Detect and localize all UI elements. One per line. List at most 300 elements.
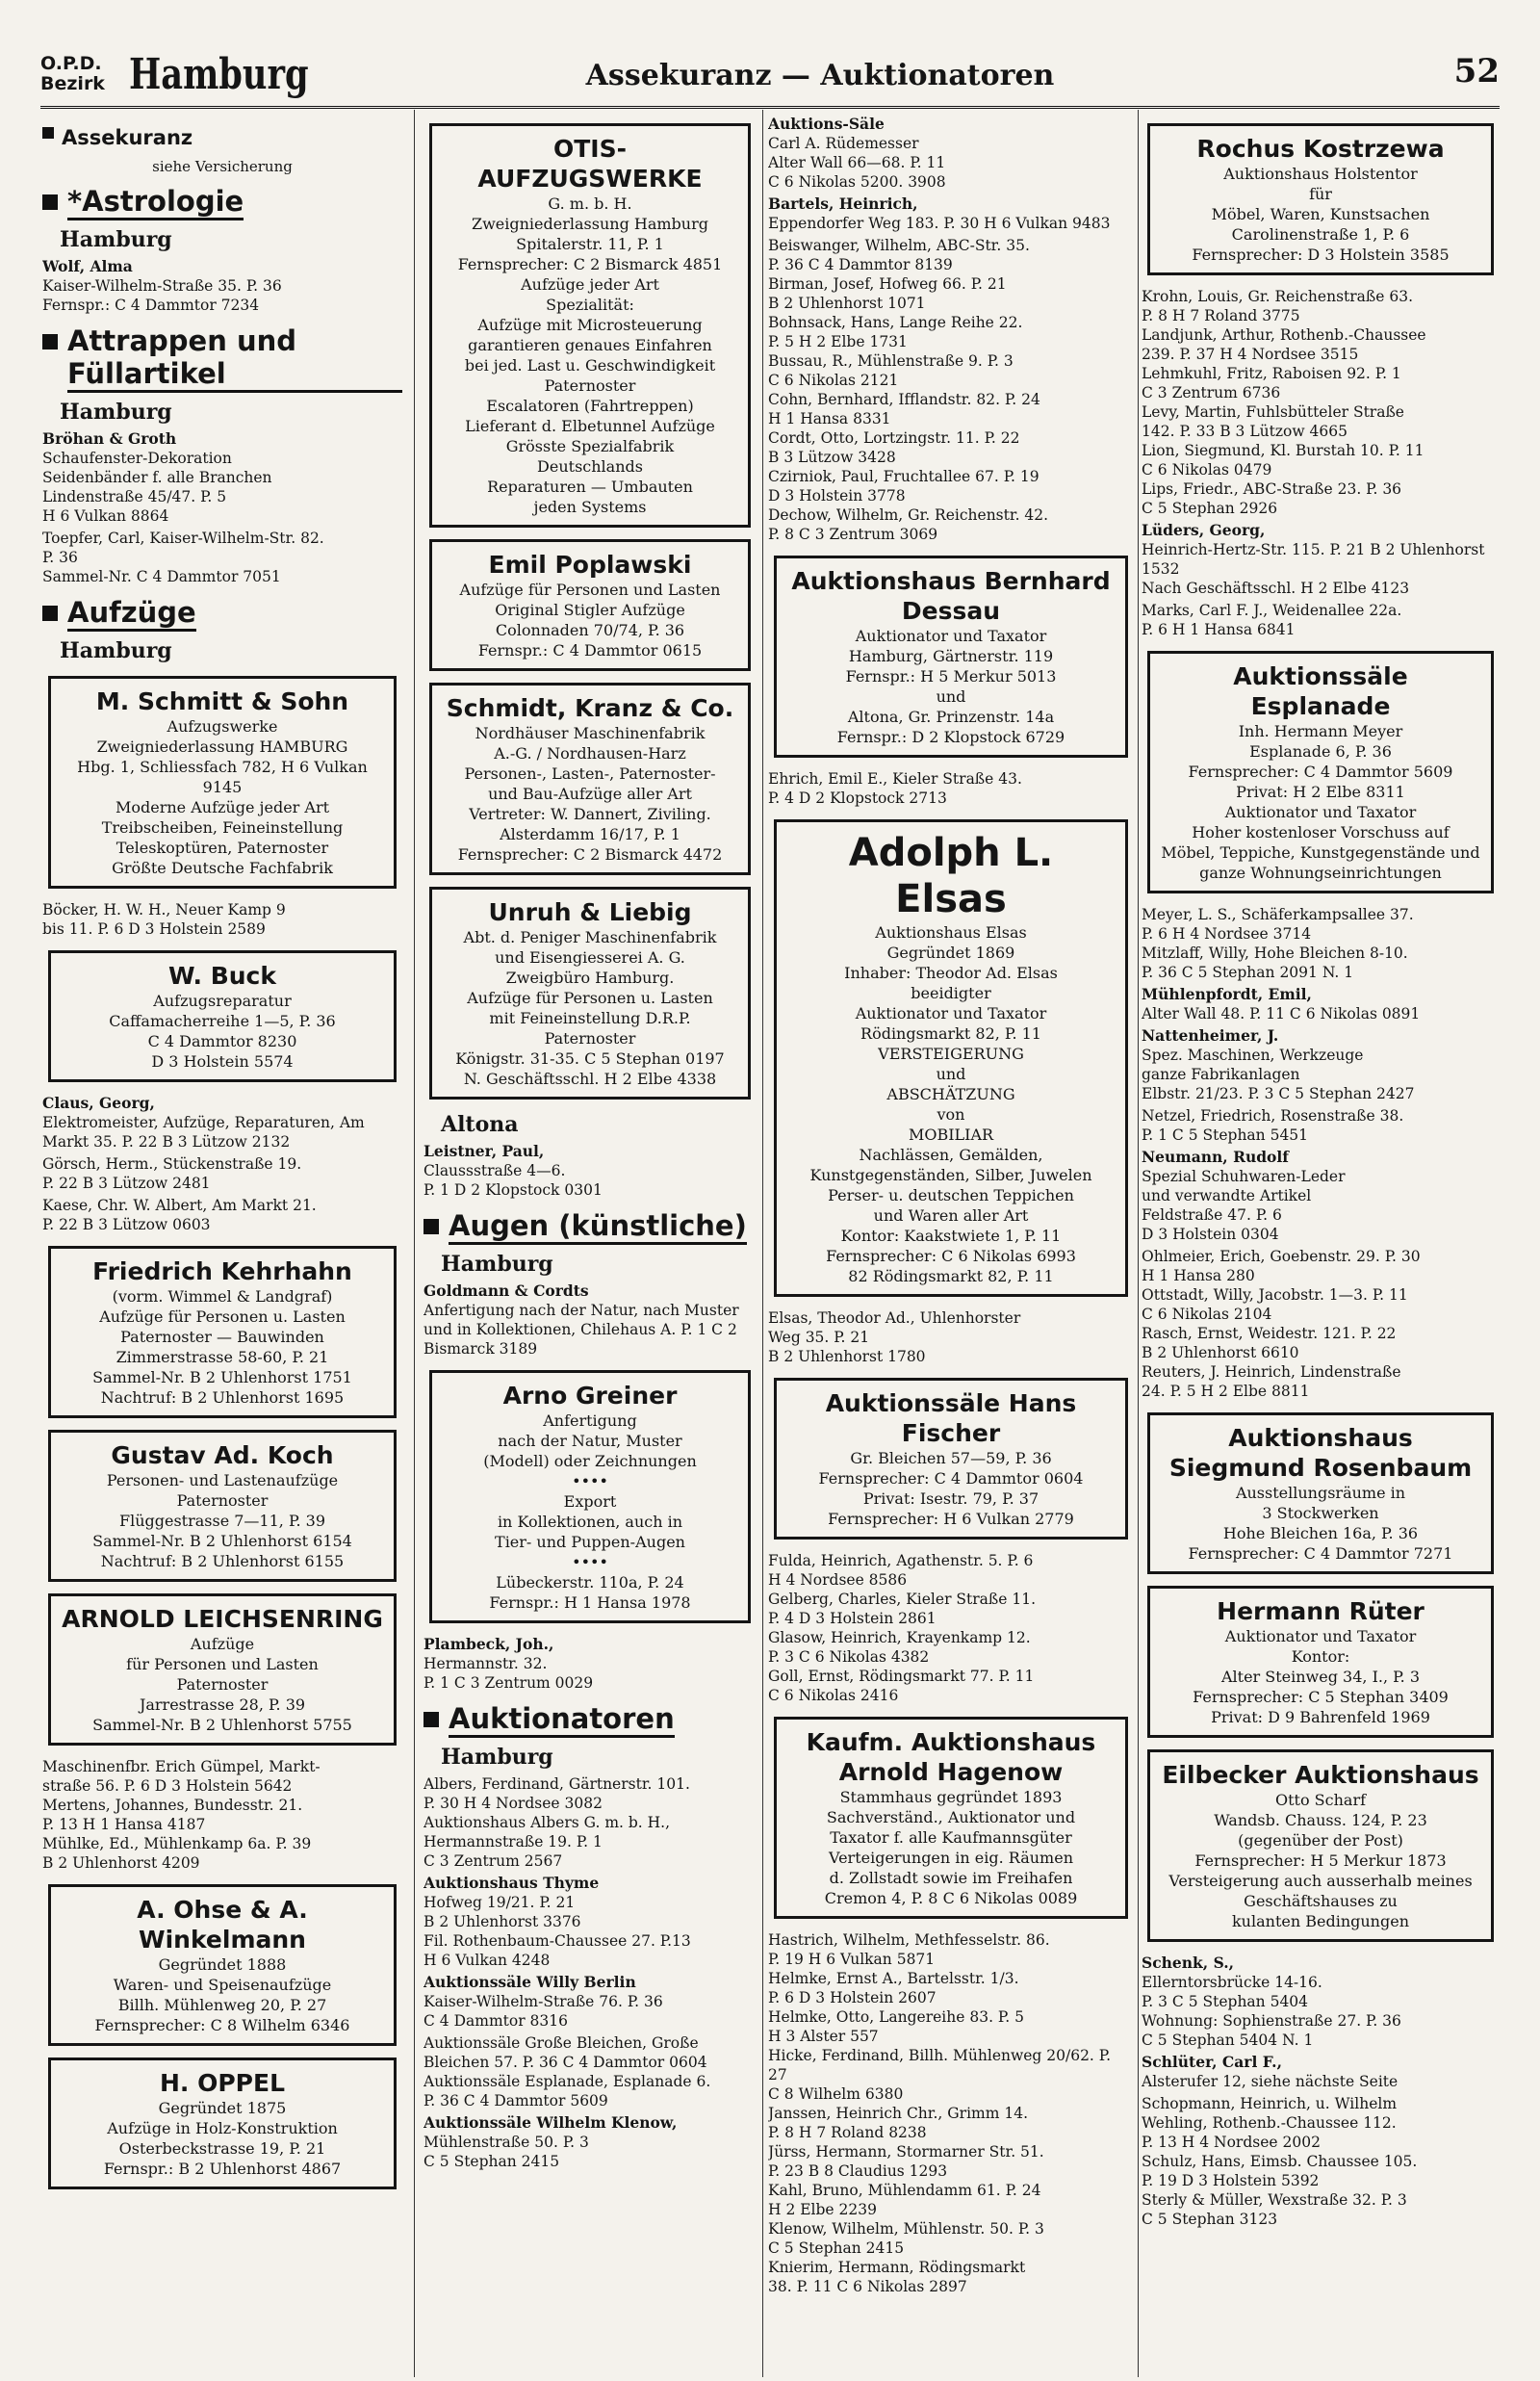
ad-line: Paternoster — Bauwinden [120, 1328, 324, 1346]
entry-line: Mühlke, Ed., Mühlenkamp 6a. P. 39 [42, 1835, 312, 1852]
ad-line: Alsterdamm 16/17, P. 1 [500, 825, 680, 843]
ad-line: Größte Deutsche Fachfabrik [112, 859, 333, 877]
entry-name: Auktionshaus Thyme [424, 1874, 600, 1892]
entry-name: Auktionssäle Willy Berlin [424, 1973, 636, 1991]
ad-line: VERSTEIGERUNG [878, 1045, 1024, 1063]
entry-line: Glasow, Heinrich, Krayenkamp 12. [768, 1629, 1031, 1646]
entry-line: Seidenbänder f. alle Branchen [42, 469, 272, 486]
ad-line: Aufzüge in Holz-Konstruktion [107, 2119, 338, 2137]
advertisement-box [774, 1717, 1128, 1919]
entry-line: Sammel-Nr. C 4 Dammtor 7051 [42, 568, 281, 585]
ad-line: Aufzüge für Personen u. Lasten [99, 1307, 346, 1326]
entry-line: 38. P. 11 C 6 Nikolas 2897 [768, 2278, 967, 2295]
entry-line: Elsas, Theodor Ad., Uhlenhorster [768, 1309, 1021, 1327]
listing-entry [424, 1774, 757, 1871]
entry-line: C 4 Dammtor 8316 [424, 2012, 568, 2030]
listing-entry [42, 1094, 402, 1152]
ad-line: Gegründet 1869 [886, 944, 1015, 962]
advertisement-box [774, 819, 1128, 1297]
entry-line: B 2 Uhlenhorst 1780 [768, 1348, 926, 1365]
ad-line: Möbel, Waren, Kunstsachen [1211, 205, 1430, 223]
ad-line: Fernsprecher: C 6 Nikolas 6993 [826, 1247, 1076, 1265]
section-marker-icon [42, 127, 54, 139]
entry-line: Meyer, L. S., Schäferkampsallee 37. [1142, 906, 1414, 923]
entry-line: Janssen, Heinrich Chr., Grimm 14. [768, 2105, 1028, 2122]
ad-line: Fernsprecher: H 5 Merkur 1873 [1194, 1851, 1447, 1870]
ad-line: Otto Scharf [1274, 1791, 1367, 1809]
entry-line: P. 3 C 6 Nikolas 4382 [768, 1648, 930, 1666]
entry-name: Neumann, Rudolf [1142, 1148, 1289, 1166]
ad-line: Perser- u. deutschen Teppichen [828, 1186, 1074, 1204]
listing-entry [424, 1874, 757, 1970]
entry-line: P. 5 H 2 Elbe 1731 [768, 333, 908, 350]
column-4 [1142, 112, 1500, 2379]
advertisement-box [1147, 1749, 1494, 1942]
entry-line: Wohnung: Sophienstraße 27. P. 36 [1142, 2012, 1401, 2030]
entry-name: Auktionssäle Wilhelm Klenow, [424, 2113, 678, 2132]
ad-title: ARNOLD LEICHSENRING [62, 1605, 383, 1633]
section-heading [424, 1702, 757, 1738]
ad-line: Vertreter: W. Dannert, Ziviling. [469, 805, 711, 823]
entry-line: 239. P. 37 H 4 Nordsee 3515 [1142, 346, 1359, 363]
entry-line: P. 13 H 1 Hansa 4187 [42, 1816, 206, 1833]
listing-entry [42, 1154, 402, 1193]
entry-name: Goldmann & Cordts [424, 1281, 589, 1300]
ad-line: G. m. b. H. [548, 194, 632, 213]
column-3 [768, 112, 1134, 2379]
ad-line: Gegründet 1888 [158, 1955, 287, 1974]
entry-line: Mühlenstraße 50. P. 3 [424, 2134, 589, 2151]
ad-line: Export [563, 1492, 617, 1511]
entry-line: Gelberg, Charles, Kieler Straße 11. [768, 1591, 1037, 1608]
listing-entry [42, 529, 402, 586]
ad-line: Lübeckerstr. 110a, P. 24 [496, 1573, 684, 1592]
listing-entry [1142, 601, 1500, 639]
entry-line: P. 36 C 4 Dammtor 5609 [424, 2092, 608, 2109]
listing-entry [1142, 1954, 1500, 2050]
listing-entry [768, 769, 1134, 808]
column-divider [1138, 110, 1139, 2377]
ad-line: Zweigniederlassung HAMBURG [96, 738, 348, 756]
entry-line: Kaiser-Wilhelm-Straße 76. P. 36 [424, 1993, 663, 2010]
ad-line: Alter Steinweg 34, I., P. 3 [1220, 1668, 1421, 1686]
listing-entry [1142, 287, 1500, 518]
listing-entry [42, 900, 402, 939]
ad-line: Nachlässen, Gemälden, Kunstgegenständen, Silber, Juwelen [809, 1146, 1092, 1184]
ad-title: Auktionshaus Siegmund Rosenbaum [1168, 1424, 1473, 1482]
entry-line: C 5 Stephan 5404 N. 1 [1142, 2032, 1314, 2049]
ad-line: Aufzugsreparatur [153, 992, 292, 1010]
ad-line: (vorm. Wimmel & Landgraf) [112, 1287, 333, 1306]
entry-line: Krohn, Louis, Gr. Reichenstraße 63. [1142, 288, 1414, 305]
entry-name: Bartels, Heinrich, [768, 194, 918, 213]
ad-title: Hermann Rüter [1217, 1597, 1424, 1625]
entry-line: Sterly & Müller, Wexstraße 32. P. 3 [1142, 2191, 1407, 2209]
entry-line: C 6 Nikolas 0479 [1142, 461, 1272, 479]
ad-line: Teleskoptüren, Paternoster [116, 839, 329, 857]
entry-line: Goll, Ernst, Rödingsmarkt 77. P. 11 [768, 1668, 1035, 1685]
listing-entry [424, 1142, 757, 1200]
entry-name: Auktions-Säle [768, 115, 885, 133]
entry-line: C 6 Nikolas 2121 [768, 372, 899, 389]
ad-line: nach der Natur, Muster [498, 1432, 682, 1450]
entry-line: Marks, Carl F. J., Weidenallee 22a. [1142, 602, 1402, 619]
entry-line: Hermannstr. 32. [424, 1655, 548, 1672]
advertisement-box [1147, 651, 1494, 893]
advertisement-box [429, 683, 751, 875]
entry-line: P. 8 H 7 Roland 8238 [768, 2124, 927, 2141]
ad-line: Jarrestrasse 28, P. 39 [139, 1695, 306, 1714]
entry-line: Cordt, Otto, Lortzingstr. 11. P. 22 [768, 429, 1020, 447]
entry-line: C 6 Nikolas 2416 [768, 1687, 899, 1704]
entry-line: B 2 Uhlenhorst 6610 [1142, 1344, 1299, 1361]
entry-line: P. 13 H 4 Nordsee 2002 [1142, 2134, 1321, 2151]
entry-line: Klenow, Wilhelm, Mühlenstr. 50. P. 3 [768, 2220, 1044, 2238]
listing-entry [768, 115, 1134, 192]
ad-line: Gegründet 1875 [158, 2099, 287, 2117]
entry-line: P. 22 B 3 Lützow 2481 [42, 1175, 211, 1192]
section-marker-icon [42, 194, 58, 210]
column-divider [762, 110, 763, 2377]
ad-line: Kontor: Kaakstwiete 1, P. 11 [840, 1227, 1062, 1245]
advertisement-box [48, 676, 397, 889]
entry-line: Jürss, Hermann, Stormarner Str. 51. [768, 2143, 1044, 2161]
listing-entry [1142, 2053, 1500, 2091]
entry-line: Netzel, Friedrich, Rosenstraße 38. [1142, 1107, 1404, 1125]
advertisement-box [48, 950, 397, 1082]
entry-line: Maschinenfbr. Erich Gümpel, Markt- [42, 1758, 321, 1775]
ad-title: Kaufm. Auktionshaus Arnold Hagenow [806, 1728, 1096, 1786]
opd-label: O.P.D. [40, 53, 102, 74]
entry-line: 142. P. 33 B 3 Lützow 4665 [1142, 423, 1348, 440]
ad-line: (Modell) oder Zeichnungen [483, 1452, 697, 1470]
ad-title: Auktionssäle Esplanade [1233, 662, 1408, 720]
entry-line: Görsch, Herm., Stückenstraße 19. [42, 1155, 302, 1173]
advertisement-box [429, 123, 751, 528]
section-marker-icon [42, 606, 58, 621]
ad-line: Fernsprecher: C 4 Dammtor 7271 [1188, 1544, 1453, 1563]
ad-line: •••• [572, 1472, 608, 1490]
ad-line: Fernspr.: H 1 Hansa 1978 [489, 1593, 691, 1612]
ad-line: (gegenüber der Post) [1238, 1831, 1403, 1850]
city-subheading: Hamburg [60, 638, 172, 663]
ad-line: garantieren genaues Einfahren [468, 336, 712, 354]
ad-line: Flüggestrasse 7—11, P. 39 [118, 1512, 326, 1530]
ad-line: und Waren aller Art [873, 1206, 1029, 1225]
page-header [40, 48, 1500, 106]
ad-line: jeden Systems [533, 498, 647, 516]
entry-line: Auktionssäle Große Bleichen, Große [424, 2034, 699, 2052]
entry-line: Alsterufer 12, siehe nächste Seite [1142, 2073, 1399, 2090]
ad-line: Sachverständ., Auktionator und [826, 1808, 1076, 1826]
entry-line: Böcker, H. W. H., Neuer Kamp 9 [42, 901, 286, 919]
advertisement-box [48, 2057, 397, 2189]
entry-name: Mühlenpfordt, Emil, [1142, 985, 1312, 1003]
entry-name: Leistner, Paul, [424, 1142, 545, 1160]
entry-line: C 6 Nikolas 5200. 3908 [768, 173, 946, 191]
city-subheading: Hamburg [441, 1745, 553, 1770]
advertisement-box [1147, 123, 1494, 275]
listing-entry [1142, 1026, 1500, 1103]
ad-line: Aufzüge mit Microsteuerung [477, 316, 703, 334]
section-heading [42, 324, 402, 393]
ad-line: Wandsb. Chauss. 124, P. 23 [1214, 1811, 1427, 1829]
entry-name: Schenk, S., [1142, 1954, 1234, 1972]
ad-title: Emil Poplawski [488, 551, 692, 579]
ad-line: Fernsprecher: D 3 Holstein 3585 [1192, 246, 1450, 264]
ad-line: Aufzüge für Personen u. Lasten [467, 989, 713, 1007]
entry-line: B 3 Lützow 3428 [768, 449, 896, 466]
entry-line: P. 36 C 4 Dammtor 8139 [768, 256, 953, 273]
listing-entry [424, 1635, 757, 1693]
ad-line: Auktionator und Taxator [1224, 1627, 1417, 1645]
ad-line: Tier- und Puppen-Augen [495, 1533, 685, 1551]
entry-line: Kahl, Bruno, Mühlendamm 61. P. 24 [768, 2182, 1041, 2199]
advertisement-box [48, 1246, 397, 1418]
city-subheading: Altona [441, 1112, 519, 1137]
ad-title: Schmidt, Kranz & Co. [446, 694, 734, 722]
ad-line: MOBILIAR [908, 1126, 994, 1144]
entry-name: Claus, Georg, [42, 1094, 155, 1112]
entry-line: H 2 Elbe 2239 [768, 2201, 877, 2218]
entry-line: P. 6 H 1 Hansa 6841 [1142, 621, 1296, 638]
entry-line: P. 36 C 5 Stephan 2091 N. 1 [1142, 964, 1354, 981]
entry-line: Hicke, Ferdinand, Billh. Mühlenweg 20/62. P. 27 [768, 2047, 1112, 2083]
ad-line: Fernspr.: B 2 Uhlenhorst 4867 [103, 2160, 342, 2178]
entry-line: Eppendorfer Weg 183. P. 30 H 6 Vulkan 9483 [768, 215, 1111, 232]
ad-line: Zimmerstrasse 58-60, P. 21 [116, 1348, 329, 1366]
entry-line: Wehling, Rothenb.-Chaussee 112. [1142, 2114, 1397, 2132]
entry-line: Bohnsack, Hans, Lange Reihe 22. [768, 314, 1023, 331]
ad-line: Altona, Gr. Prinzenstr. 14a [847, 708, 1055, 726]
entry-line: C 6 Nikolas 2104 [1142, 1306, 1272, 1323]
entry-line: Levy, Martin, Fuhlsbütteler Straße [1142, 403, 1404, 421]
ad-line: 3 Stockwerken [1262, 1504, 1379, 1522]
ad-line: A.-G. / Nordhausen-Harz [494, 744, 686, 763]
ad-line: Sammel-Nr. B 2 Uhlenhorst 6154 [92, 1532, 352, 1550]
section-title: Augen (künstliche) [449, 1209, 747, 1245]
advertisement-box [48, 1593, 397, 1746]
listing-entry [42, 429, 402, 526]
entry-line: Ehrich, Emil E., Kieler Straße 43. [768, 770, 1022, 788]
section-title: *Astrologie [67, 185, 244, 220]
ad-line: Personen-, Lasten-, Paternoster- [464, 764, 716, 783]
entry-line: Helmke, Otto, Langereihe 83. P. 5 [768, 2008, 1024, 2026]
ad-line: Spezialität: [546, 296, 634, 314]
ad-line: C 4 Dammtor 8230 [147, 1032, 297, 1050]
ad-line: Hoher kostenloser Vorschuss auf [1192, 823, 1450, 841]
ad-line: Lieferant d. Elbetunnel Aufzüge [465, 417, 715, 435]
entry-line: Fernspr.: C 4 Dammtor 7234 [42, 297, 260, 314]
entry-line: Ellerntorsbrücke 14-16. [1142, 1974, 1322, 1991]
ad-line: Inh. Hermann Meyer [1238, 722, 1403, 740]
ad-line: Fernspr.: C 4 Dammtor 0615 [477, 641, 703, 660]
ad-line: und Eisengiesserei A. G. [495, 948, 685, 967]
ad-line: Auktionator und Taxator [1224, 803, 1417, 821]
section-heading [424, 1209, 757, 1245]
ad-line: Caffamacherreihe 1—5, P. 36 [109, 1012, 336, 1030]
ad-line: Taxator f. alle Kaufmannsgüter [830, 1828, 1072, 1847]
ad-line: Treibscheiben, Feineinstellung [101, 818, 344, 837]
ad-title: Gustav Ad. Koch [111, 1441, 334, 1469]
entry-line: Helmke, Ernst A., Bartelsstr. 1/3. [768, 1970, 1019, 1987]
ad-title: W. Buck [167, 962, 277, 990]
entry-line: H 6 Vulkan 4248 [424, 1952, 551, 1969]
ad-title: Friedrich Kehrhahn [92, 1257, 352, 1285]
advertisement-box [774, 556, 1128, 758]
entry-line: C 8 Wilhelm 6380 [768, 2085, 904, 2103]
entry-line: Schopmann, Heinrich, u. Wilhelm [1142, 2095, 1398, 2112]
ad-line: Cremon 4, P. 8 C 6 Nikolas 0089 [824, 1889, 1078, 1907]
listing-entry [768, 236, 1134, 544]
entry-line: Bussau, R., Mühlenstraße 9. P. 3 [768, 352, 1014, 370]
entry-line: H 1 Hansa 8331 [768, 410, 891, 427]
entry-line: P. 19 H 6 Vulkan 5871 [768, 1951, 936, 1968]
entry-line: Lips, Friedr., ABC-Straße 23. P. 36 [1142, 480, 1402, 498]
entry-line: Auktionshaus Albers G. m. b. H., [424, 1814, 671, 1831]
ad-line: Inhaber: Theodor Ad. Elsas [844, 964, 1058, 982]
page-number: 52 [1453, 52, 1500, 91]
section-heading [42, 185, 402, 220]
entry-line: Elbstr. 21/23. P. 3 C 5 Stephan 2427 [1142, 1085, 1415, 1102]
ad-line: Sammel-Nr. B 2 Uhlenhorst 5755 [92, 1716, 352, 1734]
listing-entry [1142, 985, 1500, 1023]
entry-line: B 2 Uhlenhorst 3376 [424, 1913, 581, 1930]
entry-line: Beiswanger, Wilhelm, ABC-Str. 35. [768, 237, 1030, 254]
entry-name: Bröhan & Groth [42, 429, 177, 448]
entry-line: H 4 Nordsee 8586 [768, 1571, 908, 1589]
listing-entry [42, 1757, 402, 1873]
ad-line: Colonnaden 70/74, P. 36 [495, 621, 685, 639]
entry-line: Albers, Ferdinand, Gärtnerstr. 101. [424, 1775, 690, 1793]
entry-line: Reuters, J. Heinrich, Lindenstraße [1142, 1363, 1401, 1381]
ad-line: Paternoster [176, 1491, 269, 1510]
entry-line: Weg 35. P. 21 [768, 1329, 870, 1346]
ad-line: für [1309, 185, 1332, 203]
entry-line: P. 1 C 3 Zentrum 0029 [424, 1674, 594, 1692]
ad-title: H. OPPEL [159, 2069, 286, 2097]
entry-line: P. 1 C 5 Stephan 5451 [1142, 1126, 1309, 1144]
listing-entry [424, 1973, 757, 2031]
advertisement-box [429, 887, 751, 1100]
ad-line: für Personen und Lasten [126, 1655, 319, 1673]
entry-name: Lüders, Georg, [1142, 521, 1266, 539]
entry-line: Spezial Schuhwaren-Leder [1142, 1168, 1346, 1185]
ad-line: Auktionshaus Elsas [875, 923, 1027, 942]
listing-entry [424, 2033, 757, 2110]
entry-name: Wolf, Alma [42, 257, 133, 275]
listing-entry [768, 1308, 1134, 1366]
entry-line: Alter Wall 66—68. P. 11 [768, 154, 946, 171]
ad-line: Hohe Bleichen 16a, P. 36 [1222, 1524, 1419, 1542]
ad-line: d. Zollstadt sowie im Freihafen [829, 1869, 1073, 1887]
ad-line: Rödingsmarkt 82, P. 11 [860, 1024, 1041, 1043]
advertisement-box [774, 1378, 1128, 1540]
ad-line: Deutschlands [537, 457, 643, 476]
entry-line: P. 19 D 3 Holstein 5392 [1142, 2172, 1320, 2189]
entry-line: bis 11. P. 6 D 3 Holstein 2589 [42, 920, 266, 938]
ad-line: in Kollektionen, auch in [497, 1513, 683, 1531]
ad-title: OTIS-AUFZUGSWERKE [477, 135, 703, 193]
entry-line: und verwandte Artikel [1142, 1187, 1312, 1204]
entry-line: P. 36 [42, 549, 78, 566]
ad-line: beeidigter [911, 984, 991, 1002]
header-rule [40, 106, 1500, 109]
ad-line: Kontor: [1291, 1647, 1350, 1666]
entry-line: P. 1 D 2 Klopstock 0301 [424, 1181, 603, 1199]
entry-line: H 6 Vulkan 8864 [42, 507, 169, 525]
ad-line: Fernsprecher: C 4 Dammtor 5609 [1188, 763, 1453, 781]
ad-line: bei jed. Last u. Geschwindigkeit [464, 356, 716, 375]
ad-line: Aufzüge jeder Art [521, 275, 659, 294]
entry-name: Schlüter, Carl F., [1142, 2053, 1282, 2071]
entry-line: Knierim, Hermann, Rödingsmarkt [768, 2259, 1026, 2276]
listing-entry [424, 2113, 757, 2171]
ad-line: Ausstellungsräume in [1235, 1484, 1406, 1502]
page-title: Assekuranz — Auktionatoren [585, 59, 1055, 92]
entry-line: C 5 Stephan 2926 [1142, 500, 1278, 517]
ad-line: Nachtruf: B 2 Uhlenhorst 6155 [100, 1552, 345, 1570]
entry-line: Rasch, Ernst, Weidestr. 121. P. 22 [1142, 1325, 1397, 1342]
entry-name: Plambeck, Joh., [424, 1635, 554, 1653]
ad-title: Auktionshaus Bernhard Dessau [791, 567, 1111, 625]
district-label [40, 54, 105, 94]
ad-line: Privat: H 2 Elbe 8311 [1236, 783, 1405, 801]
section-note: siehe Versicherung [152, 158, 293, 175]
ad-line: Reparaturen — Umbauten [487, 478, 693, 496]
entry-line: C 3 Zentrum 2567 [424, 1852, 563, 1870]
entry-line: Auktionssäle Esplanade, Esplanade 6. [424, 2073, 711, 2090]
entry-line: Nach Geschäftsschl. H 2 Elbe 4123 [1142, 580, 1410, 597]
ad-line: Gr. Bleichen 57—59, P. 36 [850, 1449, 1052, 1467]
ad-title: Eilbecker Auktionshaus [1162, 1761, 1479, 1789]
entry-line: D 3 Holstein 0304 [1142, 1226, 1279, 1243]
ad-line: Hamburg, Gärtnerstr. 119 [848, 647, 1054, 665]
ad-line: Versteigerung auch ausserhalb meines Geschäftshauses zu [1168, 1872, 1473, 1910]
entry-line: Spez. Maschinen, Werkzeuge [1142, 1047, 1364, 1064]
entry-line: Kaiser-Wilhelm-Straße 35. P. 36 [42, 277, 282, 295]
ad-line: Paternoster [176, 1675, 269, 1694]
advertisement-box [48, 1430, 397, 1582]
entry-name: Nattenheimer, J. [1142, 1026, 1279, 1045]
advertisement-box [429, 1370, 751, 1623]
ad-line: Escalatoren (Fahrtreppen) [486, 397, 694, 415]
entry-line: Lindenstraße 45/47. P. 5 [42, 488, 227, 505]
entry-line: P. 22 B 3 Lützow 0603 [42, 1216, 211, 1233]
entry-line: straße 56. P. 6 D 3 Holstein 5642 [42, 1777, 293, 1795]
advertisement-box [48, 1884, 397, 2046]
section-marker-icon [424, 1712, 439, 1727]
ad-line: Aufzüge für Personen und Lasten [459, 581, 721, 599]
listing-entry [42, 257, 402, 315]
ad-line: Fernsprecher: H 6 Vulkan 2779 [828, 1510, 1074, 1528]
listing-entry [1142, 521, 1500, 598]
ad-line: Nordhäuser Maschinenfabrik [475, 724, 706, 742]
ad-line: Waren- und Speisenaufzüge [113, 1976, 332, 1994]
ad-line: und Bau-Aufzüge aller Art [488, 785, 692, 803]
entry-line: Claussstraße 4—6. [424, 1162, 566, 1179]
entry-line: Elektromeister, Aufzüge, Reparaturen, Am Markt 35. P. 22 B 3 Lützow 2132 [42, 1114, 365, 1151]
ad-title: M. Schmitt & Sohn [95, 687, 349, 715]
ad-line: Nachtruf: B 2 Uhlenhorst 1695 [100, 1388, 345, 1407]
entry-line: Cohn, Bernhard, Ifflandstr. 82. P. 24 [768, 391, 1040, 408]
ad-line: Möbel, Teppiche, Kunstgegenstände und ganze Wohnungseinrichtungen [1161, 843, 1480, 882]
entry-line: Alter Wall 48. P. 11 C 6 Nikolas 0891 [1142, 1005, 1421, 1022]
ad-line: kulanten Bedingungen [1231, 1912, 1409, 1930]
ad-line: Fernsprecher: C 2 Bismarck 4851 [457, 255, 723, 273]
ad-title: Arno Greiner [502, 1382, 678, 1410]
entry-line: Heinrich-Hertz-Str. 115. P. 21 B 2 Uhlenhorst 1532 [1142, 541, 1485, 578]
